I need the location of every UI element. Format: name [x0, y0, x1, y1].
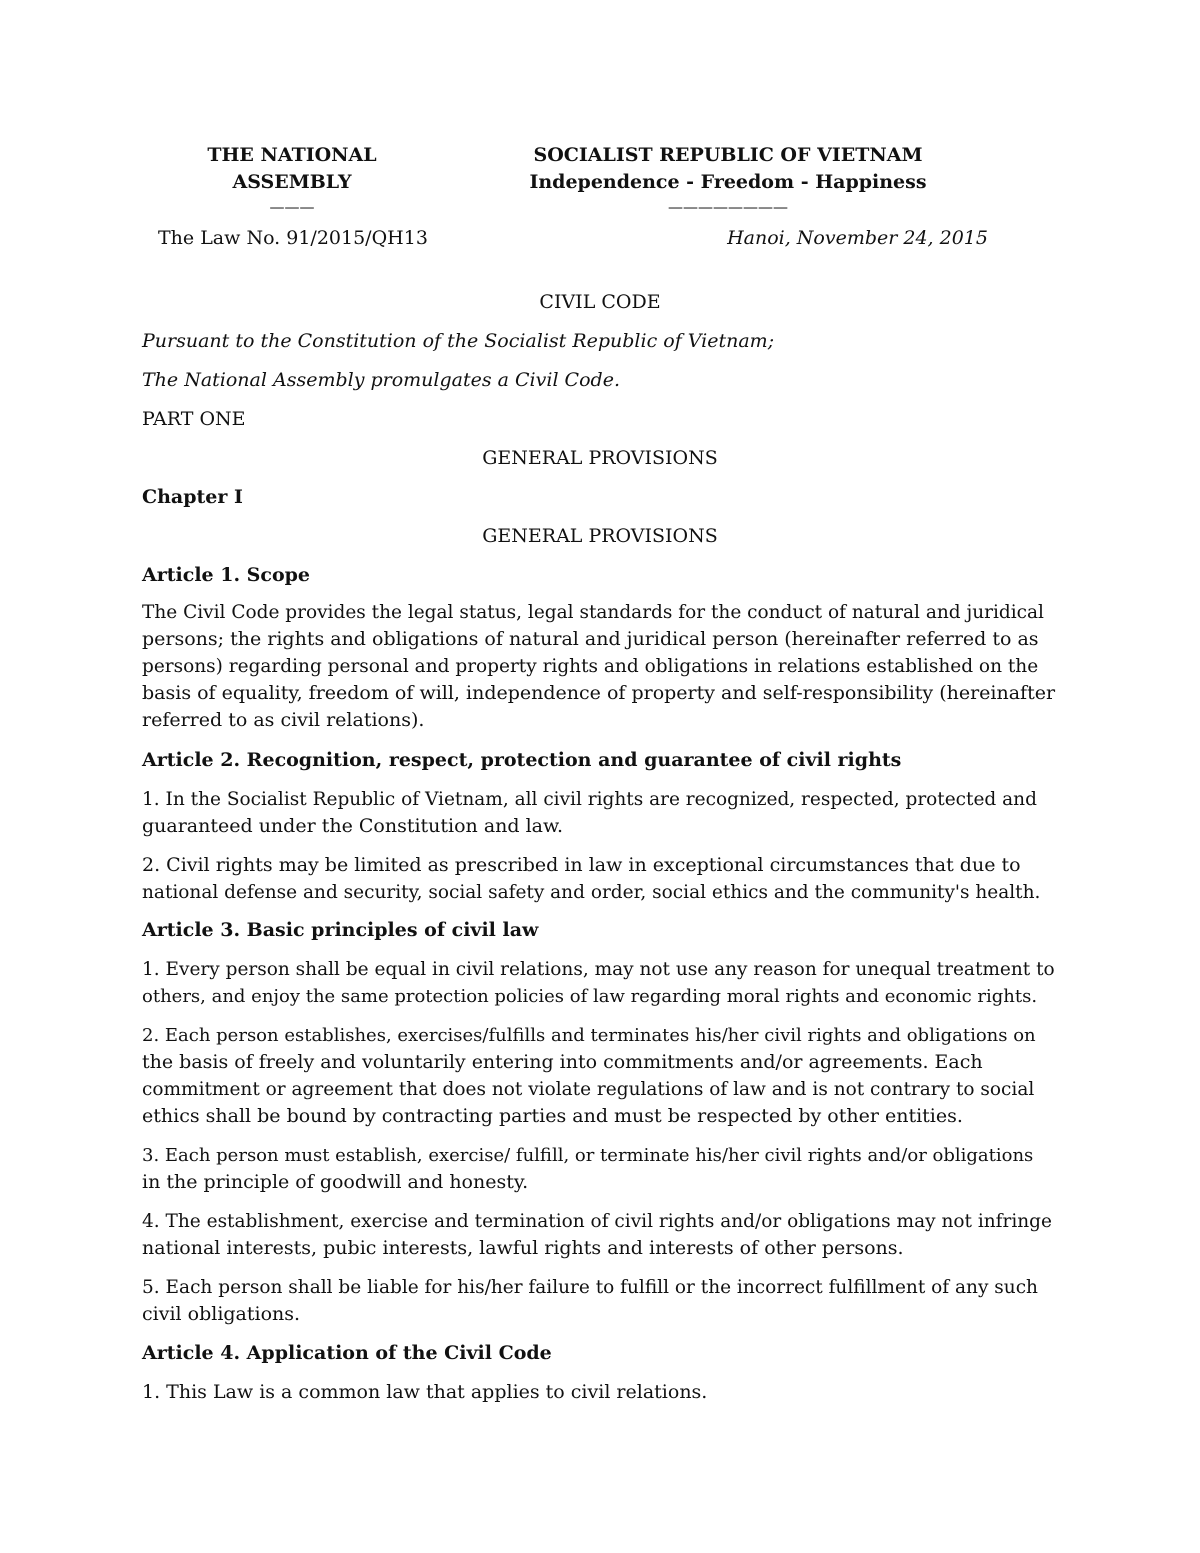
part-title: GENERAL PROVISIONS: [482, 447, 718, 469]
document-title: CIVIL CODE: [539, 291, 661, 313]
preamble-line-2: The National Assembly promulgates a Civil Code.: [142, 369, 620, 391]
paragraph-line: persons; the rights and obligations of natural and juridical person (hereinafter referred to as: [142, 628, 1039, 650]
article-paragraph: [142, 1379, 1057, 1406]
article-paragraph: [142, 852, 1057, 906]
paragraph-line: 3. Each person must establish, exercise/ fulfill, or terminate his/her civil rights and/or obligations: [142, 1145, 1034, 1166]
paragraph-line: referred to as civil relations).: [142, 709, 425, 731]
article-paragraph: [142, 599, 1057, 734]
paragraph-line: 1. In the Socialist Republic of Vietnam, all civil rights are recognized, respected, protected and: [142, 789, 1037, 810]
country-name: SOCIALIST REPUBLIC OF VIETNAM: [533, 144, 923, 166]
paragraph-line: 2. Civil rights may be limited as prescribed in law in exceptional circumstances that due to: [142, 854, 1021, 876]
article-heading: Article 1. Scope: [142, 564, 311, 586]
article-paragraph: [142, 786, 1057, 840]
law-number: The Law No. 91/2015/QH13: [158, 227, 428, 249]
paragraph-line: commitment or agreement that does not violate regulations of law and is not contrary to social: [142, 1079, 1035, 1100]
paragraph-line: ethics shall be bound by contracting parties and must be respected by other entities.: [142, 1105, 963, 1127]
place-and-date: Hanoi, November 24, 2015: [727, 227, 988, 249]
paragraph-line: national interests, pubic interests, lawful rights and interests of other persons.: [142, 1237, 904, 1259]
article-paragraph: [142, 1208, 1057, 1262]
article-paragraph: [142, 956, 1057, 1010]
paragraph-line: basis of equality, freedom of will, independence of property and self-responsibility (hereinafter: [142, 682, 1056, 704]
chapter-label: Chapter I: [142, 486, 243, 508]
article-heading: Article 3. Basic principles of civil law: [142, 919, 539, 941]
preamble-line-1: Pursuant to the Constitution of the Socialist Republic of Vietnam;: [142, 330, 775, 352]
paragraph-line: The Civil Code provides the legal status, legal standards for the conduct of natural and juridical: [142, 602, 1044, 623]
paragraph-line: the basis of freely and voluntarily entering into commitments and/or agreements. Each: [142, 1051, 983, 1073]
paragraph-line: civil obligations.: [142, 1303, 301, 1325]
paragraph-line: 5. Each person shall be liable for his/her failure to fulfill or the incorrect fulfillment of any such: [142, 1277, 1038, 1298]
paragraph-line: persons) regarding personal and property rights and obligations in relations established on the: [142, 656, 1039, 677]
motto-separator: ————————: [668, 198, 788, 216]
paragraph-line: in the principle of goodwill and honesty.: [142, 1171, 529, 1193]
article-heading: Article 4. Application of the Civil Code: [142, 1342, 552, 1364]
part-label: PART ONE: [142, 408, 246, 430]
article-paragraph: [142, 1142, 1057, 1196]
issuer-separator: ———: [269, 198, 315, 216]
chapter-title: GENERAL PROVISIONS: [482, 525, 718, 547]
issuer-name-line1: THE NATIONAL: [207, 144, 377, 166]
national-motto: Independence - Freedom - Happiness: [529, 171, 927, 193]
paragraph-line: guaranteed under the Constitution and law.: [142, 815, 564, 837]
paragraph-line: national defense and security, social safety and order, social ethics and the community's health.: [142, 882, 1041, 903]
article-heading: Article 2. Recognition, respect, protection and guarantee of civil rights: [142, 749, 902, 771]
article-paragraph: [142, 1274, 1057, 1328]
paragraph-line: 1. This Law is a common law that applies to civil relations.: [142, 1381, 708, 1403]
paragraph-line: others, and enjoy the same protection policies of law regarding moral rights and economic rights.: [142, 986, 1038, 1007]
paragraph-line: 1. Every person shall be equal in civil relations, may not use any reason for unequal treatment to: [142, 959, 1055, 980]
article-paragraph: [142, 1022, 1057, 1130]
paragraph-line: 2. Each person establishes, exercises/fulfills and terminates his/her civil rights and obligations on: [142, 1025, 1036, 1046]
paragraph-line: 4. The establishment, exercise and termination of civil rights and/or obligations may not infringe: [142, 1211, 1052, 1232]
issuer-name-line2: ASSEMBLY: [232, 171, 352, 193]
